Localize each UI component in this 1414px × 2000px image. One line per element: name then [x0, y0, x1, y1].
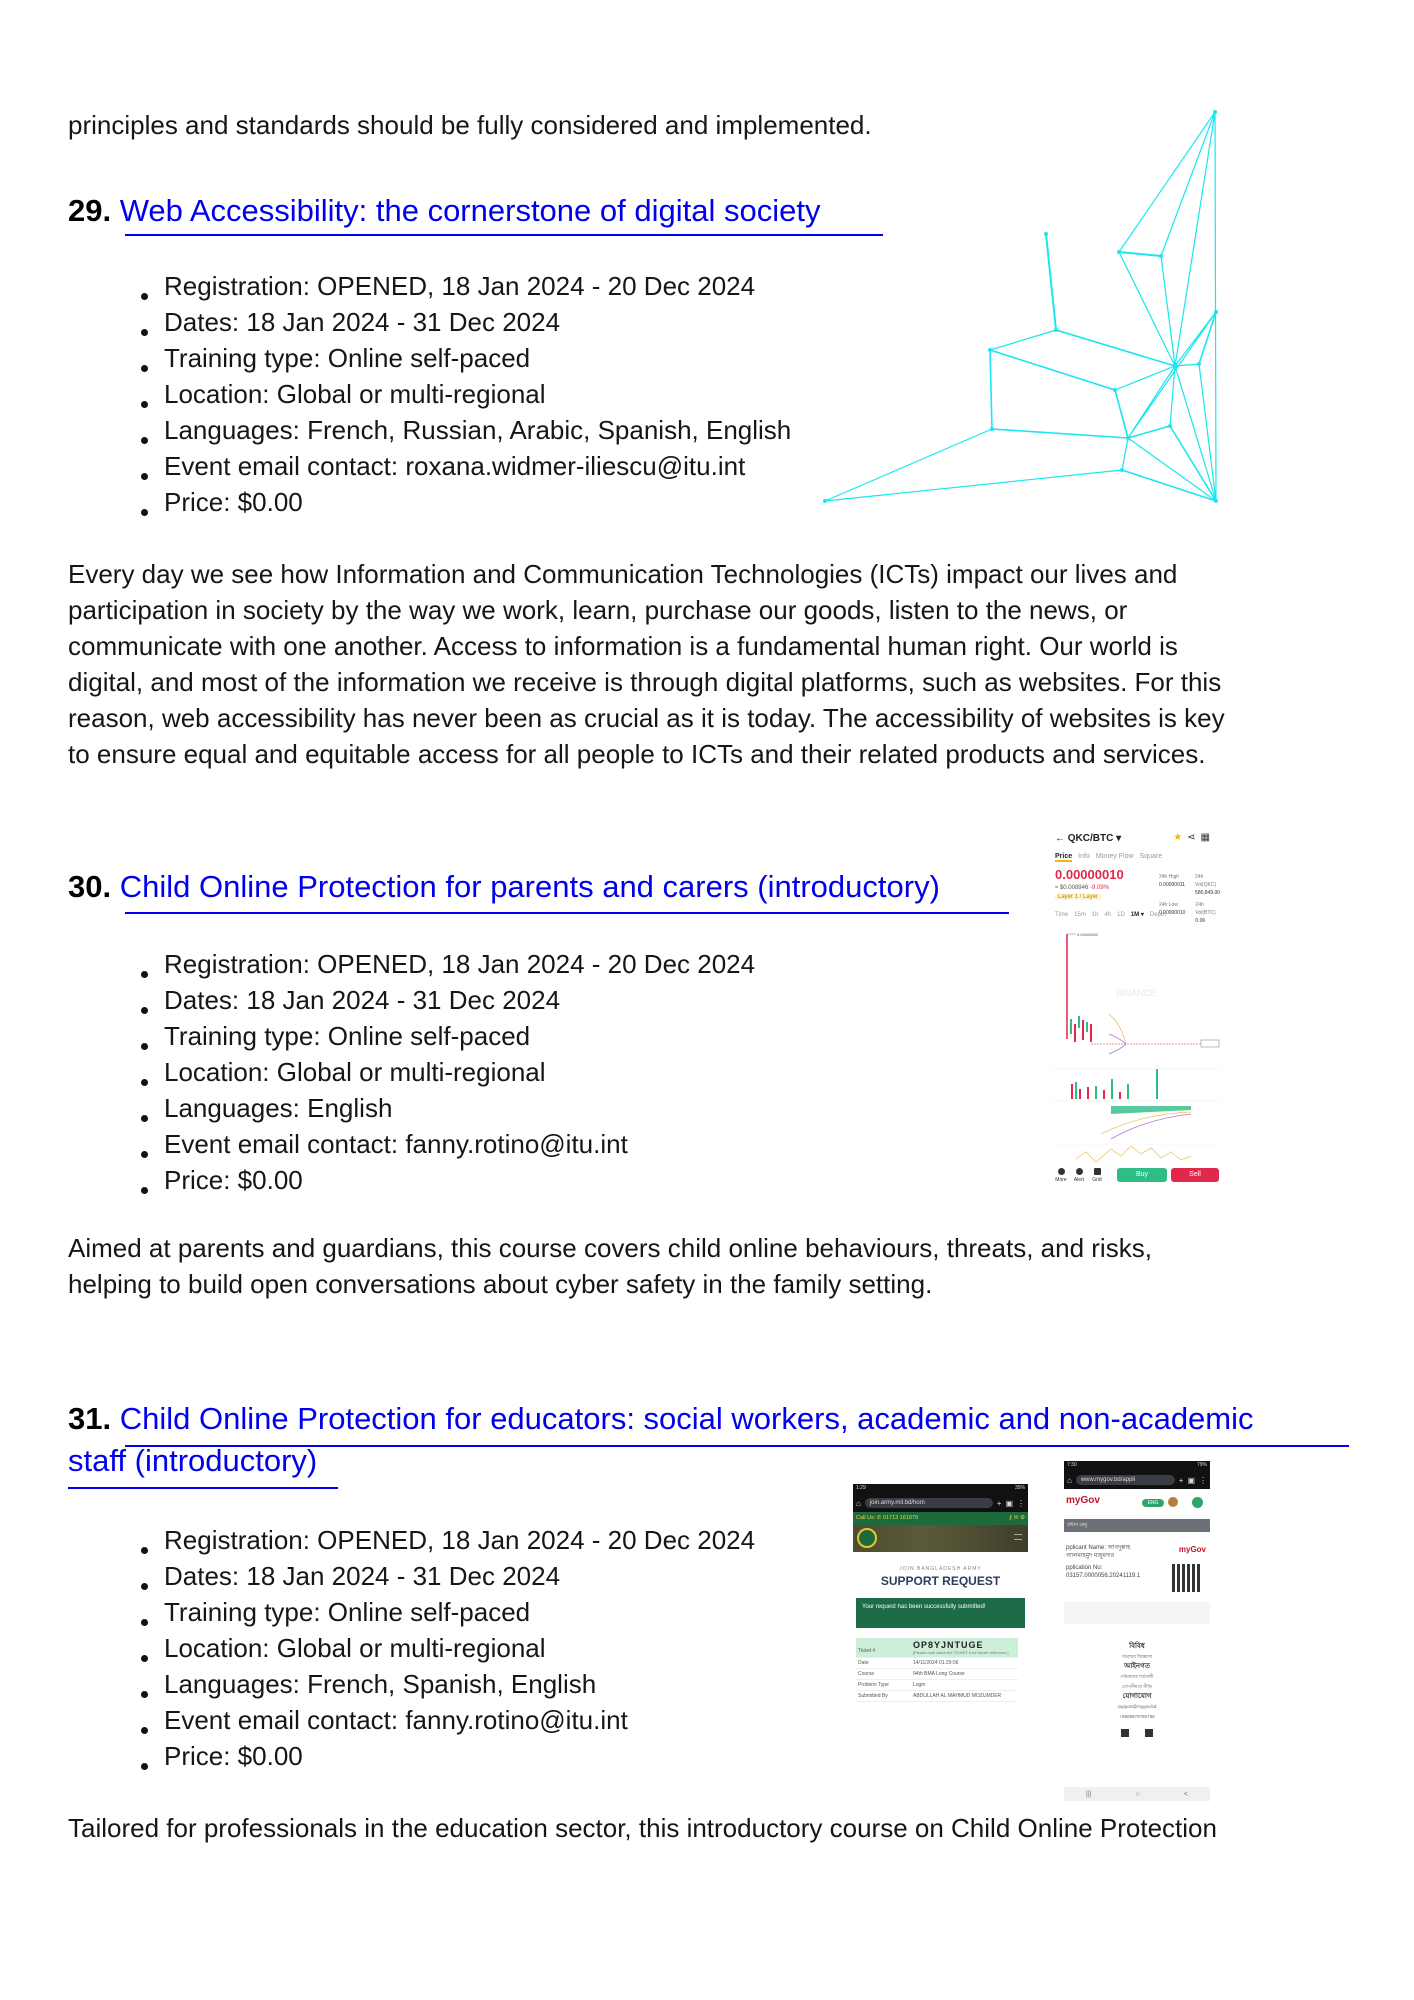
course-title-link[interactable]: Web Accessibility: the cornerstone of digital society: [119, 193, 821, 228]
time-range-tabs: Time 15m 1h 4h 1D 1M ▾ Depth: [1055, 912, 1166, 918]
course-title-link[interactable]: Child Online Protection for parents and carers (introductory): [119, 869, 940, 904]
detail-languages: Languages: French, Spanish, English: [138, 1666, 755, 1702]
army-support-request-screenshot: [853, 1484, 1028, 1772]
course-description: [68, 1810, 1408, 1846]
bell-icon: [1076, 1168, 1083, 1175]
detail-price: Price: $0.00: [138, 484, 791, 520]
page-subtitle: JOIN BANGLADESH ARMY: [899, 1566, 982, 1572]
language-toggle: ENG: [1142, 1499, 1164, 1507]
header-icons: [1173, 832, 1215, 843]
description-line: digital, and most of the information we receive is through digital platforms, such as websites. For this: [68, 667, 1222, 697]
link-underline: [68, 1487, 338, 1489]
hamburger-icon: [1014, 1534, 1022, 1540]
main-menu-bar: প্রধান মেনু: [1064, 1519, 1210, 1532]
course-details-list: [138, 1522, 755, 1774]
army-logo: [857, 1528, 877, 1548]
course-heading-31-line2: [68, 1440, 317, 1482]
tab-square: Square: [1139, 853, 1163, 860]
buy-button: Buy: [1117, 1168, 1167, 1182]
spacer-band: [1064, 1602, 1210, 1624]
mygov-application-screenshot: [1064, 1461, 1210, 1801]
android-nav-bar: ||| ○ <: [1064, 1787, 1210, 1801]
facebook-icon: [1121, 1729, 1129, 1737]
share-icon: ⋖: [1187, 832, 1201, 843]
detail-location: Location: Global or multi-regional: [138, 1630, 755, 1666]
plus-icon: +: [996, 1498, 1002, 1508]
tab-price: Price: [1055, 853, 1073, 860]
page-title: SUPPORT REQUEST: [880, 1574, 1001, 1588]
tabs-icon: ▣: [1005, 1498, 1013, 1508]
course-title-link-continued[interactable]: staff (introductory): [68, 1443, 318, 1478]
description-line: communicate with one another. Access to information is a fundamental human right. Our world is: [68, 631, 1178, 661]
more-icon: [1058, 1168, 1065, 1175]
description-line: helping to build open conversations about cyber safety in the family setting.: [68, 1269, 933, 1299]
army-banner: [853, 1525, 1028, 1552]
link-underline: [125, 912, 1009, 914]
browser-url-bar: ⌂ join.army.mil.bd/hom + ▣ ⋮: [853, 1494, 1028, 1512]
detail-email-contact: Event email contact: roxana.widmer-iliescu@itu.int: [138, 448, 791, 484]
accessibility-icon: [1192, 1497, 1203, 1508]
description-line: Every day we see how Information and Communication Technologies (ICTs) impact our lives and: [68, 559, 1178, 589]
qr-code: [1172, 1564, 1200, 1592]
detail-price: Price: $0.00: [138, 1738, 755, 1774]
sell-button: Sell: [1171, 1168, 1219, 1182]
course-description: [68, 1230, 1368, 1302]
course-number: 30.: [68, 869, 112, 904]
trade-action-bar: [1051, 1164, 1221, 1194]
star-icon: ★: [1173, 832, 1188, 843]
description-line: reason, web accessibility has never been as crucial as it is today. The accessibility of websites is key: [68, 703, 1225, 733]
detail-languages: Languages: English: [138, 1090, 755, 1126]
social-icons: [1064, 1724, 1210, 1742]
description-line: Tailored for professionals in the education sector, this introductory course on Child Online Protection: [68, 1813, 1217, 1843]
price-change: -9.09%: [1090, 885, 1110, 891]
layer-tag: Layer 1 / Layer: [1055, 894, 1101, 900]
call-bar: Call Us: ✆ 01713 161979 ⚷ ✉ ⚙: [853, 1512, 1028, 1525]
tabs-icon: ▣: [1187, 1475, 1195, 1485]
intro-continuation-text: principles and standards should be fully considered and implemented.: [68, 110, 872, 140]
course-details-list: [138, 946, 755, 1198]
tab-info: Info: [1078, 853, 1090, 860]
detail-price: Price: $0.00: [138, 1162, 755, 1198]
success-alert: Your request has been successfully submitted!: [856, 1598, 1025, 1628]
home-icon: ⌂: [856, 1498, 861, 1508]
detail-training-type: Training type: Online self-paced: [138, 1018, 755, 1054]
course-heading-31: [68, 1398, 1254, 1440]
detail-training-type: Training type: Online self-paced: [138, 340, 791, 376]
more-tool: More: [1053, 1168, 1069, 1183]
detail-registration: Registration: OPENED, 18 Jan 2024 - 20 Dec 2024: [138, 946, 755, 982]
key-icon: ⚷ ✉ ⚙: [1008, 1515, 1025, 1521]
browser-url-bar: ⌂ www.mygov.bd/appli + ▣ ⋮: [1064, 1471, 1210, 1489]
detail-email-contact: Event email contact: fanny.rotino@itu.int: [138, 1126, 755, 1162]
detail-registration: Registration: OPENED, 18 Jan 2024 - 20 Dec 2024: [138, 1522, 755, 1558]
mygov-logo-small: myGov: [1178, 1545, 1206, 1554]
description-line: to ensure equal and equitable access for all people to ICTs and their related products and services.: [68, 739, 1206, 769]
tab-money-flow: Money Flow: [1095, 853, 1134, 860]
grid-tool: Grid: [1089, 1168, 1105, 1183]
detail-location: Location: Global or multi-regional: [138, 376, 791, 412]
kebab-menu-icon: ⋮: [1199, 1475, 1207, 1485]
description-line: Aimed at parents and guardians, this course covers child online behaviours, threats, and risks,: [68, 1233, 1152, 1263]
usd-price: ≈ $0.008946 -9.09%: [1055, 885, 1110, 891]
trading-app-screenshot: [1051, 829, 1221, 1201]
detail-email-contact: Event email contact: fanny.rotino@itu.int: [138, 1702, 755, 1738]
phone-status-bar: 1:29 35%: [853, 1484, 1028, 1494]
svg-text:BINANCE: BINANCE: [1115, 988, 1157, 998]
ticket-table: Ticket # OP8YJNTUGE [Please note down the TICKET # for future reference.] Date 14/11/2024 01:29:06 Course 94th BMA Long Course Problem Type Login Submitted By ABDULLAH AL MAHMUD MOZUMDER: [856, 1638, 1018, 1702]
grid-icon: ▦: [1200, 832, 1215, 843]
plus-icon: +: [1178, 1475, 1184, 1485]
candlestick-chart: [1051, 924, 1221, 1164]
back-arrow-icon: ←: [1055, 833, 1068, 844]
course-number: 31.: [68, 1401, 112, 1436]
stats-block: 24h High 0.00000011 24h Vol(QKC) 580,849.00 24h Low 0.00000010 24h Vol(BTC) 0.06: [1159, 874, 1221, 924]
pair-title: ← QKC/BTC ▾: [1055, 833, 1122, 844]
network-graph-illustration: [0, 0, 1414, 600]
detail-dates: Dates: 18 Jan 2024 - 31 Dec 2024: [138, 982, 755, 1018]
current-price: 0.00000010: [1055, 867, 1124, 882]
course-description: [68, 556, 1368, 772]
detail-languages: Languages: French, Russian, Arabic, Spanish, English: [138, 412, 791, 448]
footer-links: বিবিধ সচরাচর জিজ্ঞাসা আইনগত পরিষেবার শর্তাবলী গোপনীয়তা নীতি যোগাযোগ support@mygov.bd +8809678785786: [1117, 1643, 1157, 1719]
trade-tabs: [1055, 853, 1168, 860]
detail-location: Location: Global or multi-regional: [138, 1054, 755, 1090]
mygov-header: [1064, 1489, 1210, 1519]
home-icon: ⌂: [1067, 1475, 1072, 1485]
detail-training-type: Training type: Online self-paced: [138, 1594, 755, 1630]
description-line: participation in society by the way we work, learn, purchase our goods, listen to the news, or: [68, 595, 1128, 625]
kebab-menu-icon: ⋮: [1017, 1498, 1025, 1508]
detail-dates: Dates: 18 Jan 2024 - 31 Dec 2024: [138, 304, 791, 340]
mygov-logo: myGov: [1066, 1495, 1100, 1506]
application-card: pplicant Name: আবদুল্লাহ আলমাহমুদ মজুমদার pplication No: 03157.0000056.20241119.1 myGov: [1064, 1540, 1210, 1600]
course-heading-30: [68, 866, 940, 908]
youtube-icon: [1145, 1729, 1153, 1737]
svg-text:0.00005832: 0.00005832: [1077, 932, 1099, 937]
course-title-link[interactable]: Child Online Protection for educators: social workers, academic and non-academic: [119, 1401, 1254, 1436]
detail-dates: Dates: 18 Jan 2024 - 31 Dec 2024: [138, 1558, 755, 1594]
alert-tool: Alert: [1071, 1168, 1087, 1183]
phone-status-bar: 7:30 79%: [1064, 1461, 1210, 1471]
detail-registration: Registration: OPENED, 18 Jan 2024 - 20 Dec 2024: [138, 268, 791, 304]
grid-bot-icon: [1094, 1168, 1101, 1175]
course-number: 29.: [68, 193, 112, 228]
user-avatar: [1168, 1497, 1178, 1507]
